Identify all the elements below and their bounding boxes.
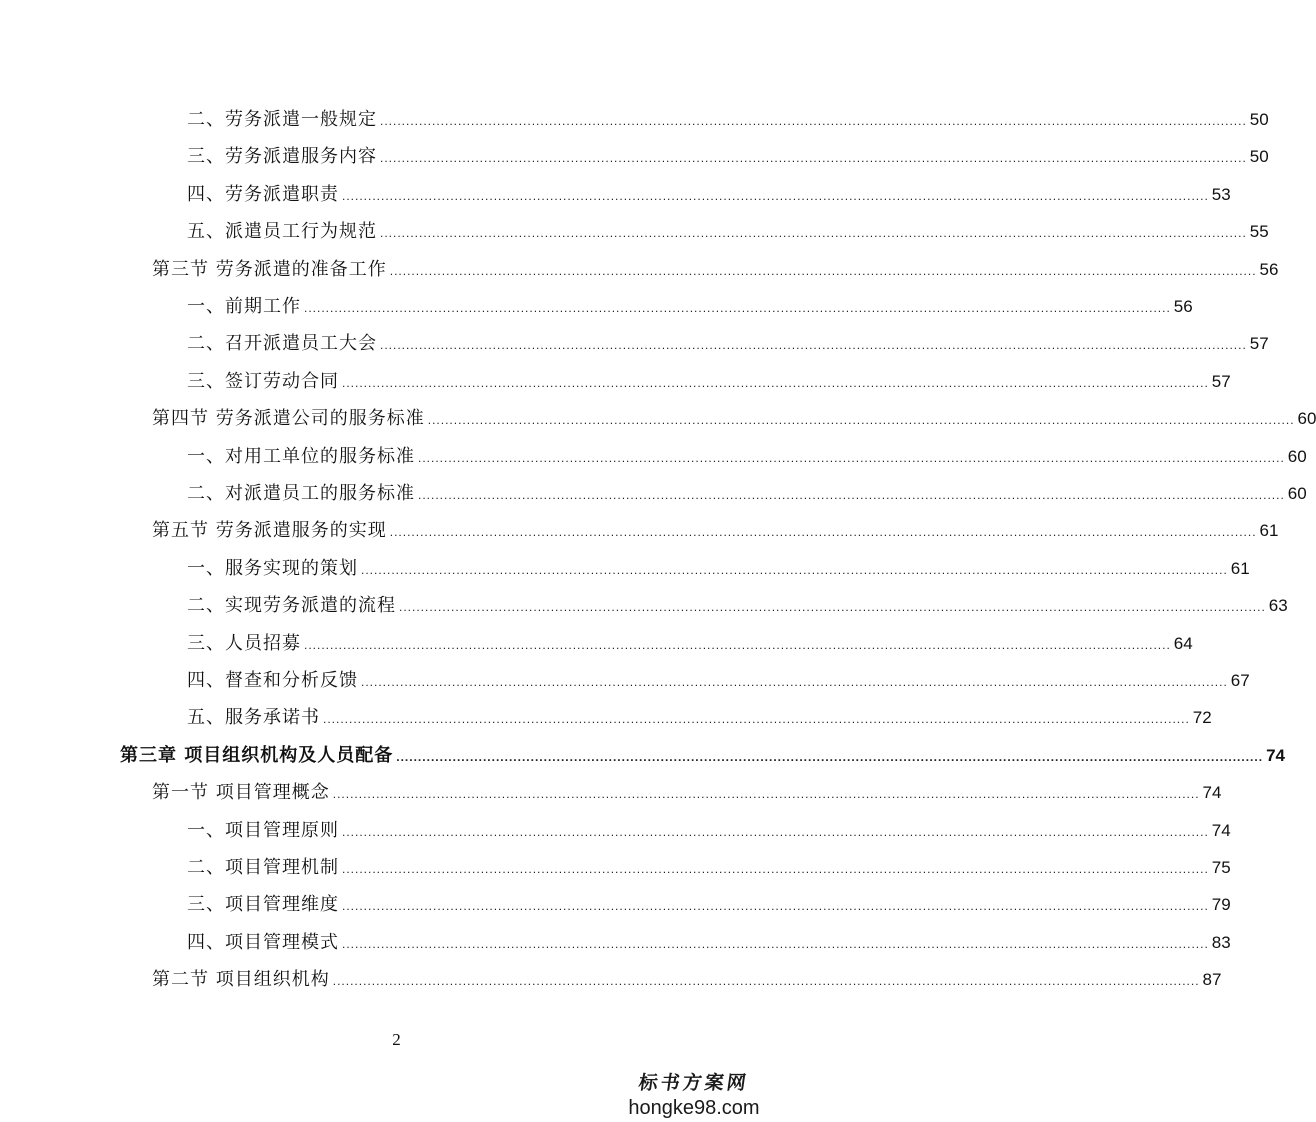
toc-entry-label: 四、项目管理模式 (187, 931, 339, 953)
toc-dot-leader: ........................................................................................................................................................................................................ (418, 488, 1285, 502)
toc-entry-label: 二、劳务派遣一般规定 (187, 109, 377, 130)
toc-entry[interactable] (152, 512, 1279, 542)
page-number: 2 (392, 1030, 401, 1049)
toc-dot-leader: ........................................................................................................................................................................................................ (399, 600, 1266, 615)
toc-entry-page: 79 (1211, 895, 1231, 915)
toc-entry-label: 一、对用工单位的服务标准 (187, 445, 415, 467)
toc-entry-page: 74 (1266, 745, 1285, 765)
watermark-logo (609, 1068, 779, 1119)
toc-entry-page: 74 (1202, 783, 1222, 803)
toc-entry-page: 60 (1287, 484, 1307, 503)
toc-dot-leader: ........................................................................................................................................................................................................ (304, 301, 1171, 315)
toc-entry-page: 61 (1259, 521, 1279, 541)
toc-entry-label: 二、召开派遣员工大会 (187, 333, 377, 355)
toc-entry[interactable] (187, 699, 1212, 729)
toc-entry-page: 56 (1259, 259, 1279, 279)
toc-entry-page: 83 (1211, 932, 1231, 952)
toc-entry-page: 55 (1249, 222, 1269, 242)
toc-entry-page: 63 (1268, 596, 1288, 616)
toc-entry-page: 57 (1249, 334, 1269, 354)
toc-entry[interactable] (152, 961, 1222, 991)
toc-entry[interactable] (187, 325, 1269, 355)
toc-dot-leader: ........................................................................................................................................................................................................ (380, 338, 1247, 353)
toc-entry-page: 87 (1202, 970, 1222, 990)
toc-dot-leader: ........................................................................................................................................................................................................ (323, 712, 1190, 727)
toc-dot-leader: ........................................................................................................................................................................................................ (427, 413, 1295, 428)
toc-entry[interactable] (152, 774, 1222, 804)
toc-entry-label: 二、对派遣员工的服务标准 (187, 483, 415, 504)
toc-dot-leader: ........................................................................................................................................................................................................ (342, 899, 1209, 914)
toc-dot-leader: ........................................................................................................................................................................................................ (342, 936, 1209, 951)
toc-entry-label: 第四节 劳务派遣公司的服务标准 (152, 408, 425, 430)
toc-dot-leader: ........................................................................................................................................................................................................ (380, 226, 1247, 241)
toc-entry-label: 二、实现劳务派遣的流程 (187, 595, 396, 617)
toc-entry[interactable] (152, 400, 1316, 430)
toc-entry[interactable] (187, 662, 1250, 692)
toc-dot-leader: ........................................................................................................................................................................................................ (304, 637, 1171, 652)
toc-entry[interactable] (120, 737, 1285, 767)
toc-entry-page: 60 (1297, 409, 1316, 429)
toc-entry-page: 50 (1249, 147, 1269, 167)
toc-entry-label: 第二节 项目组织机构 (152, 969, 330, 991)
toc-entry-page: 53 (1211, 184, 1231, 204)
toc-dot-leader: ........................................................................................................................................................................................................ (342, 862, 1209, 876)
toc-entry-label: 四、劳务派遣职责 (187, 183, 339, 205)
watermark-name: 标书方案网 (637, 1072, 751, 1094)
toc-entry-label: 第三章 项目组织机构及人员配备 (120, 744, 394, 766)
toc-entry[interactable] (187, 924, 1231, 954)
toc-entry-label: 三、项目管理维度 (187, 894, 339, 916)
toc-entry-label: 第一节 项目管理概念 (152, 782, 330, 804)
toc-entry[interactable] (187, 288, 1193, 318)
toc-entry[interactable] (187, 213, 1269, 243)
toc-entry[interactable] (187, 849, 1231, 879)
toc-entry-label: 第三节 劳务派遣的准备工作 (152, 258, 387, 280)
toc-entry[interactable] (152, 251, 1279, 281)
toc-entry-page: 56 (1173, 297, 1193, 316)
toc-entry[interactable] (187, 886, 1231, 916)
toc-entry-page: 72 (1192, 708, 1212, 728)
toc-dot-leader: ........................................................................................................................................................................................................ (389, 525, 1257, 540)
toc-entry-label: 一、前期工作 (187, 296, 301, 317)
toc-dot-leader: ........................................................................................................................................................................................................ (418, 450, 1285, 465)
toc-dot-leader: ........................................................................................................................................................................................................ (380, 114, 1247, 128)
toc-entry[interactable] (187, 363, 1231, 393)
toc-entry[interactable] (187, 475, 1307, 505)
toc-entry-label: 第五节 劳务派遣服务的实现 (152, 520, 387, 542)
toc-entry-page: 50 (1249, 110, 1269, 129)
toc-entry-label: 五、派遣员工行为规范 (187, 221, 377, 243)
toc-entry-label: 四、督查和分析反馈 (187, 670, 358, 691)
toc-entry-label: 三、人员招募 (187, 632, 301, 654)
toc-dot-leader: ........................................................................................................................................................................................................ (342, 824, 1209, 839)
toc-dot-leader: ........................................................................................................................................................................................................ (361, 562, 1228, 577)
toc-dot-leader: ........................................................................................................................................................................................................ (361, 675, 1228, 689)
toc-entry[interactable] (187, 101, 1269, 131)
toc-entry[interactable] (187, 138, 1269, 168)
toc-entry[interactable] (187, 587, 1288, 617)
toc-entry-page: 75 (1211, 858, 1231, 877)
toc-dot-leader: ........................................................................................................................................................................................................ (380, 151, 1247, 166)
toc-entry[interactable] (187, 438, 1307, 468)
toc-entry-page: 74 (1211, 820, 1231, 840)
toc-entry[interactable] (187, 812, 1231, 842)
toc-entry[interactable] (187, 550, 1250, 580)
toc-entry[interactable] (187, 176, 1231, 206)
toc-entry-label: 三、劳务派遣服务内容 (187, 146, 377, 168)
toc-dot-leader: ........................................................................................................................................................................................................ (342, 375, 1209, 390)
toc-entry-label: 三、签订劳动合同 (187, 370, 339, 392)
toc-dot-leader: ........................................................................................................................................................................................................ (332, 787, 1200, 802)
toc-dot-leader: ........................................................................................................................................................................................................ (332, 974, 1200, 989)
toc-entry-page: 64 (1173, 633, 1193, 653)
toc-entry-page: 57 (1211, 371, 1231, 391)
toc-dot-leader: ........................................................................................................................................................................................................ (396, 749, 1264, 764)
toc-entry-label: 一、项目管理原则 (187, 819, 339, 841)
toc-entry-page: 61 (1230, 558, 1250, 578)
toc-entry-page: 60 (1287, 446, 1307, 466)
toc-entry-label: 一、服务实现的策划 (187, 557, 358, 579)
toc-entry-label: 二、项目管理机制 (187, 857, 339, 878)
toc-dot-leader: ........................................................................................................................................................................................................ (342, 188, 1209, 203)
toc-entry-page: 67 (1230, 671, 1250, 690)
toc-entry[interactable] (187, 625, 1193, 655)
toc-dot-leader: ........................................................................................................................................................................................................ (389, 263, 1257, 278)
watermark-domain: hongke98.com (628, 1097, 760, 1119)
toc-entry-label: 五、服务承诺书 (187, 707, 320, 729)
